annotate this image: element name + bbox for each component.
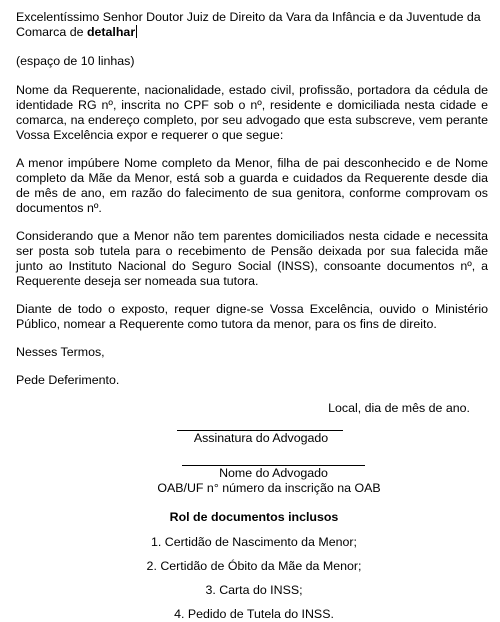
list-item: 2. Certidão de Óbito da Mãe da Menor; bbox=[146, 559, 362, 573]
documents-title: Rol de documentos inclusos bbox=[169, 510, 339, 524]
court-address bbox=[16, 10, 488, 40]
court-address-text: Excelentíssimo Senhor Doutor Juiz de Direito da Vara da Infância e da Juventude da Comarca de bbox=[16, 10, 481, 39]
spacing-note: (espaço de 10 linhas) bbox=[16, 54, 135, 68]
documents-list bbox=[16, 535, 488, 622]
paragraph-facts: A menor impúbere Nome completo da Menor, filha de pai desconhecido e de Nome completo da Mãe da Menor, está sob a guarda e cuidados da Requerente desde dia de mês de ano, em razão do falecimento de sua genitora, conforme comprovam os documentos nº. bbox=[16, 156, 488, 215]
paragraph-qualification: Nome da Requerente, nacionalidade, estado civil, profissão, portadora da cédula de identidade RG nº, inscrita no CPF sob o nº, residente e domiciliada nesta cidade e comarca, na endereço completo, por seu advogado que esta subscreve, vem perante Vossa Excelência expor e requerer o que segue: bbox=[16, 83, 488, 142]
place-date-line: Local, dia de mês de ano. bbox=[328, 401, 470, 415]
closing-terms: Nesses Termos, bbox=[16, 345, 105, 359]
lawyer-name-block bbox=[16, 465, 488, 496]
text-cursor bbox=[136, 25, 137, 38]
lawyer-signature-block bbox=[16, 430, 488, 446]
signature-label: Assinatura do Advogado bbox=[193, 431, 329, 445]
paragraph-request: Diante de todo o exposto, requer digne-se Vossa Excelência, ouvido o Ministério Público, nomear a Requerente como tutora da menor, para os fins de direito. bbox=[16, 302, 488, 331]
paragraph-reasoning: Considerando que a Menor não tem parentes domiciliados nesta cidade e necessita ser posta sob tutela para o recebimento de Pensão deixada por sua falecida mãe junto ao Instituto Nacional do Seguro Social (INSS), consoante documentos nº, a Requerente deseja ser nomeada sua tutora. bbox=[16, 229, 488, 288]
oab-label: OAB/UF n° número da inscrição na OAB bbox=[157, 481, 381, 495]
list-item: 4. Pedido de Tutela do INSS. bbox=[174, 607, 334, 621]
list-item: 1. Certidão de Nascimento da Menor; bbox=[151, 535, 357, 549]
list-item: 3. Carta do INSS; bbox=[205, 583, 303, 597]
comarca-placeholder[interactable]: detalhar bbox=[86, 25, 136, 39]
closing-request: Pede Deferimento. bbox=[16, 373, 120, 387]
lawyer-name-label: Nome do Advogado bbox=[219, 466, 328, 480]
